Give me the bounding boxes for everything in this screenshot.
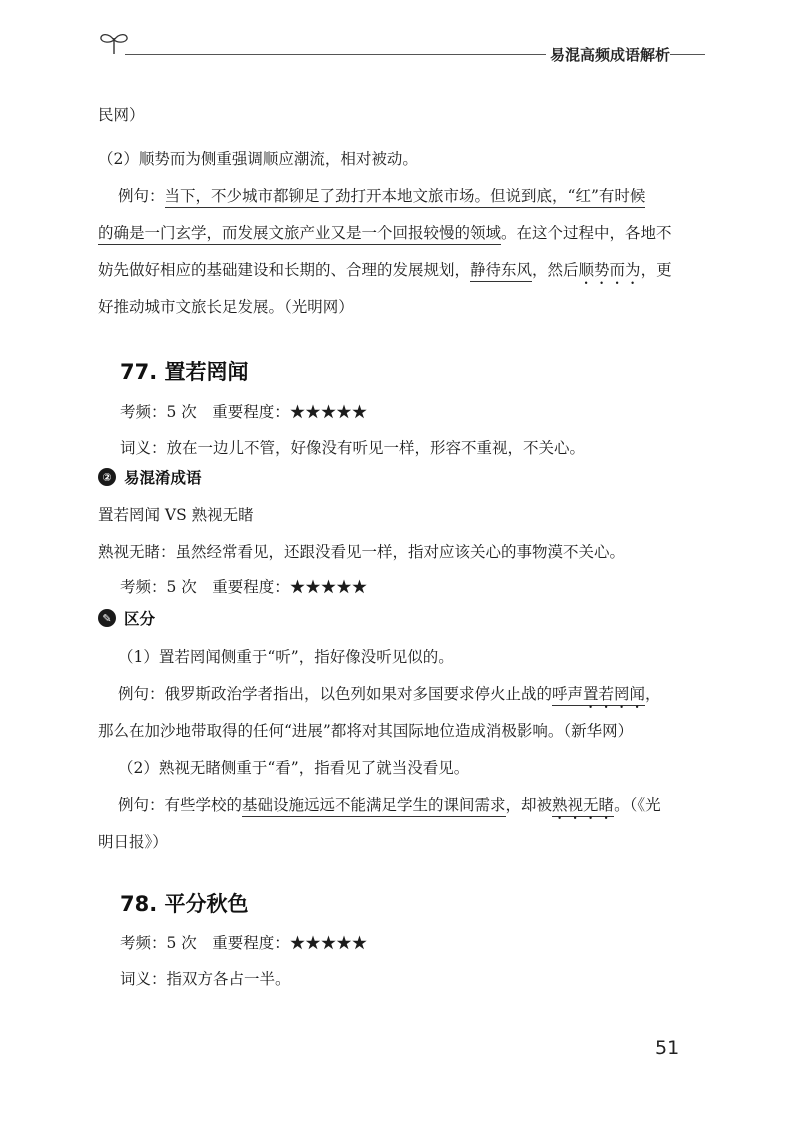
underlined-text: 呼声	[552, 685, 583, 706]
section-77-heading: 77. 置若罔闻	[120, 360, 249, 384]
intro-top-line: 民网）	[98, 106, 145, 124]
confusable-idioms-heading	[98, 466, 202, 488]
section-78-frequency: 考频：5 次 重要程度：★★★★★	[120, 934, 368, 952]
distinguish-example-1-line-1	[118, 682, 661, 712]
distinguish-heading	[98, 607, 155, 629]
intro-example-line-4: 好推动城市文旅长足发展。（光明网）	[98, 298, 354, 316]
distinguish-title: 区分	[124, 610, 156, 628]
pen-badge-icon: ✎	[98, 609, 116, 627]
example-text: 妨先做好相应的基础建设和长期的、合理的发展规划，	[98, 261, 471, 279]
underlined-text: 基础设施远远不能满足学生的课间需求	[242, 796, 506, 817]
emphasized-idiom: 顺势而为	[578, 261, 641, 279]
intro-point-2: （2）顺势而为侧重强调顺应潮流，相对被动。	[98, 150, 418, 168]
example-text: ，更	[640, 261, 672, 279]
section-78-meaning: 词义：指双方各占一半。	[120, 970, 291, 988]
example-text: ，却被	[505, 796, 553, 814]
example-text: ，	[645, 685, 661, 703]
example-text: 。（《光	[614, 796, 661, 814]
intro-example-line-2	[98, 221, 672, 243]
example-text: 例句：有些学校的	[118, 796, 243, 814]
shushi-definition: 熟视无睹：虽然经常看见，还跟没看见一样，指对应该关心的事物漠不关心。	[98, 543, 626, 561]
confusable-title: 易混淆成语	[124, 469, 202, 487]
section-78-heading: 78. 平分秋色	[120, 892, 249, 916]
example-text: 。在这个过程中，各地不	[501, 224, 672, 242]
distinguish-point-1: （1）置若罔闻侧重于“听”，指好像没听见似的。	[118, 648, 454, 666]
emphasized-idiom: 置若罔闻	[583, 685, 645, 706]
example-prefix: 例句：	[118, 187, 165, 205]
section-77-meaning: 词义：放在一边儿不管，好像没有听见一样，形容不重视，不关心。	[120, 439, 586, 457]
example-text: 例句：俄罗斯政治学者指出，以色列如果对多国要求停火止战的	[118, 685, 553, 703]
shushi-frequency: 考频：5 次 重要程度：★★★★★	[120, 578, 368, 596]
section-77-frequency: 考频：5 次 重要程度：★★★★★	[120, 403, 368, 421]
badge-2-icon: ②	[98, 468, 116, 486]
distinguish-example-1-line-2: 那么在加沙地带取得的任何“进展”都将对其国际地位造成消极影响。（新华网）	[98, 722, 634, 740]
idiom-pair: 置若罔闻 VS 熟视无睹	[98, 506, 254, 524]
intro-example-line-3	[98, 258, 672, 288]
distinguish-point-2: （2）熟视无睹侧重于“看”，指看见了就当没看见。	[118, 759, 470, 777]
distinguish-example-2-line-1	[118, 793, 661, 823]
intro-example-line-1	[118, 184, 645, 206]
underlined-text: 的确是一门玄学，而发展文旅产业又是一个回报较慢的领域	[98, 224, 501, 245]
emphasized-idiom: 熟视无睹	[552, 796, 614, 817]
distinguish-example-2-line-2: 明日报》）	[98, 833, 168, 851]
underlined-text: 当下，不少城市都铆足了劲打开本地文旅市场。但说到底，“红”有时候	[165, 187, 646, 208]
header-title: 易混高频成语解析	[546, 44, 670, 65]
example-text: ，然后	[532, 261, 579, 279]
page-number: 51	[655, 1037, 680, 1059]
underlined-text: 静待东风	[470, 261, 532, 282]
